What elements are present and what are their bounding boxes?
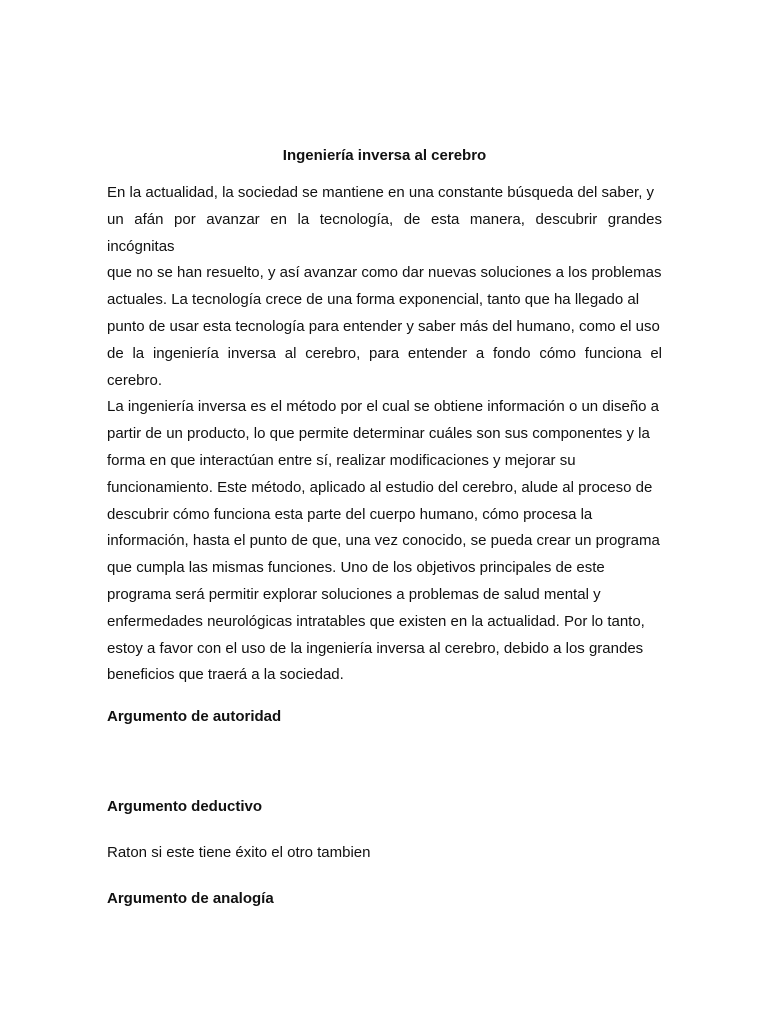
heading-argumento-autoridad: Argumento de autoridad [107,708,282,726]
intro-paragraph: En la actualidad, la sociedad se mantiene en una constante búsqueda del saber, y un afán por avanzar en la tecnología, de esta manera, descubrir grandes incógnitas que no se han resuelto, y así avanzar como dar nuevas soluciones a los problemas actuales. La tecnología crece de una forma exponencial, tanto que ha llegado al punto de usar esta tecnología para entender y saber más del humano, como el uso de la ingeniería inversa al cerebro, para entender a fondo cómo funciona el cerebro. La ingeniería inversa es el método por el cual se obtiene información o un diseño a partir de un producto, lo que permite determinar cuáles son sus componentes y la forma en que interactúan entre sí, realizar modificaciones y mejorar su funcionamiento. Este método, aplicado al estudio del cerebro, alude al proceso de descubrir cómo funciona esta parte del cuerpo humano, cómo procesa la información, hasta el punto de que, una vez conocido, se pueda crear un programa que cumpla las mismas funciones. Uno de los objetivos principales de este programa será permitir explorar soluciones a problemas de salud mental y enfermedades neurológicas intratables que existen en la actualidad. Por lo tanto, estoy a favor con el uso de la ingeniería inversa al cerebro, debido a los grandes beneficios que traerá a la sociedad. [107,184,662,684]
deductivo-text: Raton si este tiene éxito el otro tambien [107,844,371,862]
document-page [107,140,662,909]
document-title: Ingeniería inversa al cerebro [282,147,487,164]
heading-argumento-analogia: Argumento de analogía [107,890,274,908]
heading-argumento-deductivo: Argumento deductivo [107,798,263,816]
